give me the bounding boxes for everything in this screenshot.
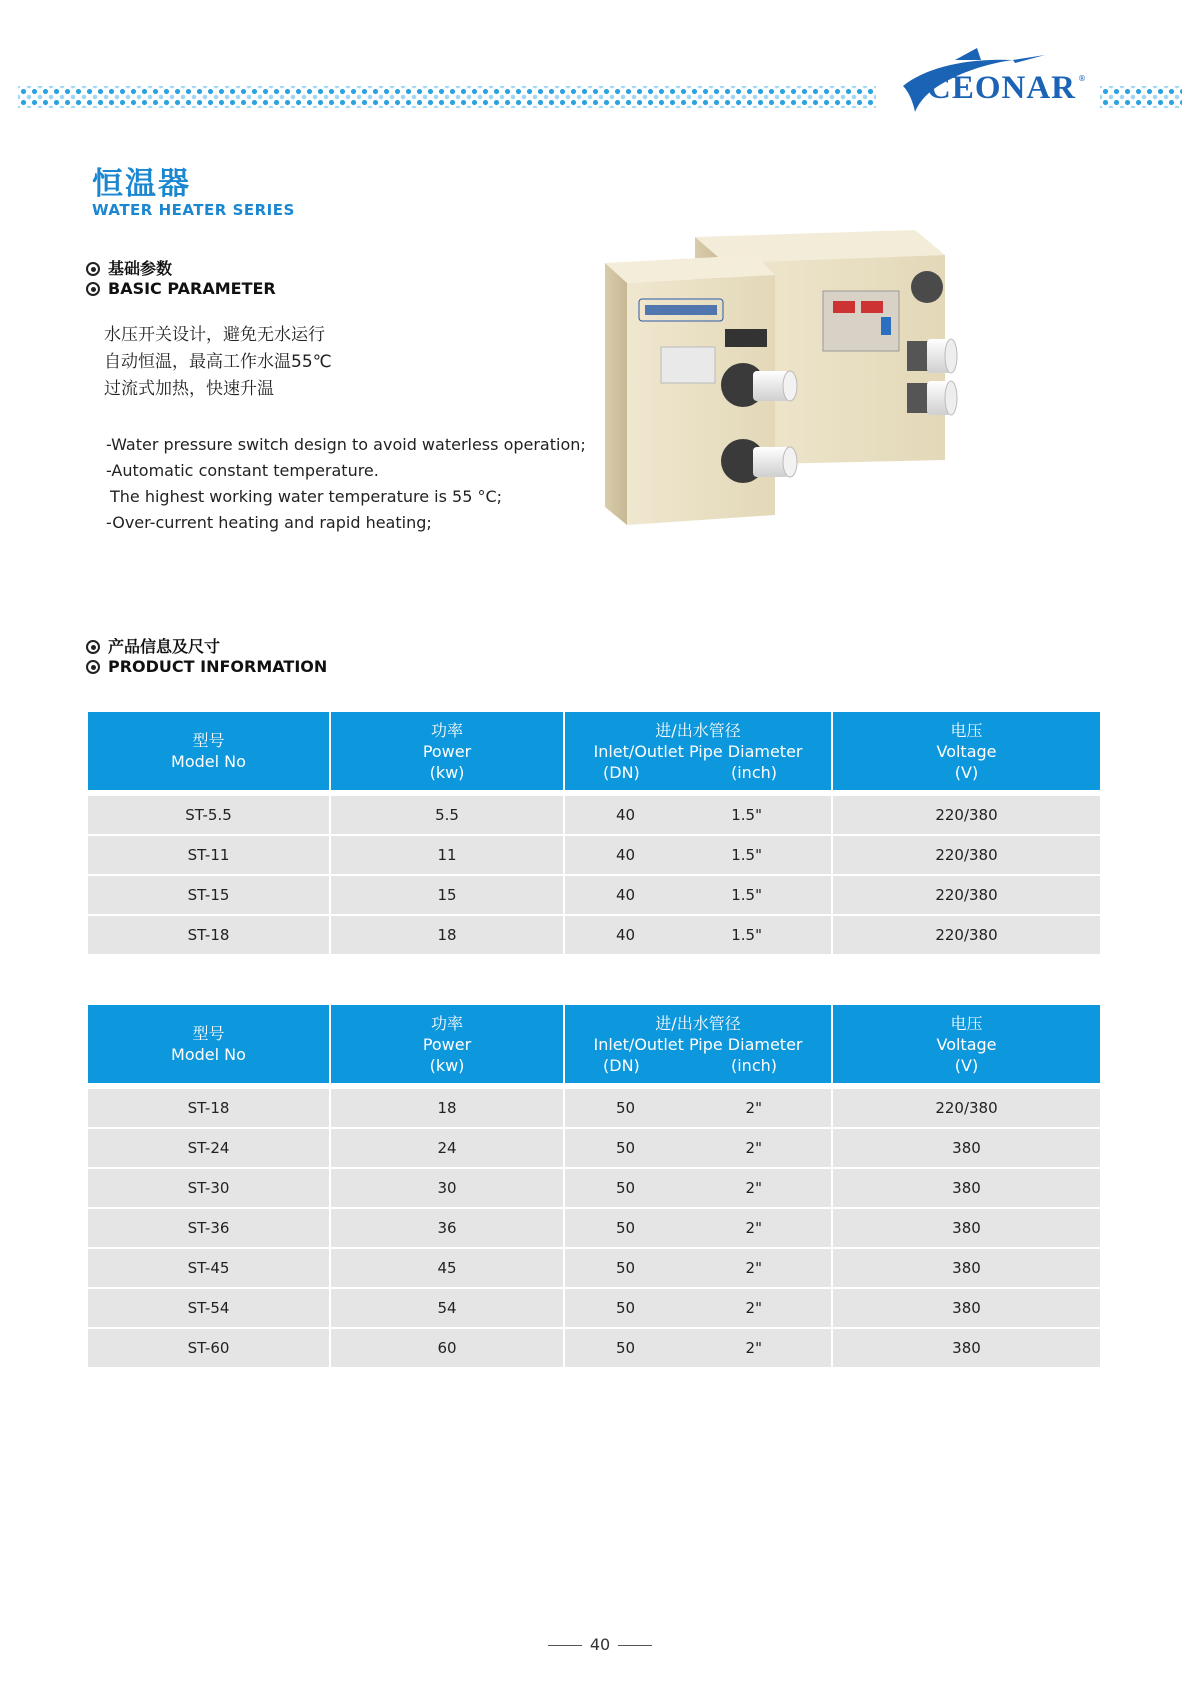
basic-heading-cn: 基础参数 [108,259,173,278]
cell-dn: 40 [616,806,636,824]
cell-dn: 40 [616,886,636,904]
page-title-cn: 恒温器 [92,166,191,202]
cell-dn: 50 [616,1179,636,1197]
cell-voltage: 380 [833,1289,1100,1329]
cell-pipe [565,1089,833,1129]
cell-model: ST-5.5 [88,796,331,836]
table-row [88,836,1100,876]
table-row [88,1129,1100,1169]
cell-voltage: 380 [833,1249,1100,1289]
cell-pipe [565,876,833,916]
spec-table-1 [88,712,1100,956]
feature-cn-line: 自动恒温，最高工作水温55℃ [104,352,332,372]
cell-power: 5.5 [331,796,565,836]
cell-power: 24 [331,1129,565,1169]
cell-power: 18 [331,916,565,956]
table-row [88,1249,1100,1289]
cell-pipe [565,1289,833,1329]
water-heater-product-image [605,225,1045,555]
cell-voltage: 380 [833,1169,1100,1209]
brand-name: CEONAR [927,70,1077,106]
header-power: 功率 Power (kw) [331,712,565,790]
cell-power: 30 [331,1169,565,1209]
header-voltage: 电压 Voltage (V) [833,712,1100,790]
feature-en-line: -Over-current heating and rapid heating; [106,513,432,532]
bullet-icon [86,660,100,674]
cell-inch: 1.5" [731,846,762,864]
cell-model: ST-18 [88,916,331,956]
cell-pipe [565,836,833,876]
cell-inch: 2" [745,1179,762,1197]
feature-en-line: -Water pressure switch design to avoid waterless operation; [106,435,586,454]
table-row [88,1289,1100,1329]
header-pipe-diameter: 进/出水管径 Inlet/Outlet Pipe Diameter (DN) (inch) [565,1005,833,1083]
cell-model: ST-54 [88,1289,331,1329]
cell-power: 11 [331,836,565,876]
cell-inch: 1.5" [731,886,762,904]
feature-cn-line: 过流式加热，快速升温 [104,379,274,399]
product-heading-cn: 产品信息及尺寸 [108,637,221,656]
table-row [88,796,1100,836]
cell-inch: 2" [745,1259,762,1277]
product-heading-en: PRODUCT INFORMATION [108,657,328,676]
cell-model: ST-36 [88,1209,331,1249]
cell-inch: 2" [745,1299,762,1317]
cell-power: 45 [331,1249,565,1289]
cell-model: ST-30 [88,1169,331,1209]
cell-dn: 50 [616,1339,636,1357]
cell-power: 60 [331,1329,565,1369]
feature-en-line: -Automatic constant temperature. [106,461,379,480]
cell-inch: 2" [745,1219,762,1237]
table-row [88,1209,1100,1249]
feature-en-line: The highest working water temperature is 55 °C; [110,487,503,506]
cell-voltage: 220/380 [833,1089,1100,1129]
header-model: 型号 Model No [88,712,331,790]
spec-table-2 [88,1005,1100,1369]
cell-dn: 50 [616,1299,636,1317]
cell-model: ST-45 [88,1249,331,1289]
cell-inch: 1.5" [731,926,762,944]
cell-dn: 40 [616,926,636,944]
header-power: 功率 Power (kw) [331,1005,565,1083]
cell-power: 36 [331,1209,565,1249]
cell-pipe [565,1209,833,1249]
cell-model: ST-18 [88,1089,331,1129]
cell-power: 18 [331,1089,565,1129]
table-row [88,1329,1100,1369]
cell-pipe [565,1329,833,1369]
cell-pipe [565,1249,833,1289]
basic-features-en [106,432,586,536]
cell-voltage: 380 [833,1209,1100,1249]
page-title-en: WATER HEATER SERIES [92,201,295,219]
registered-mark: ® [1078,74,1086,83]
cell-voltage: 220/380 [833,876,1100,916]
table-row [88,1089,1100,1129]
product-information-heading [86,637,327,677]
cell-voltage: 380 [833,1329,1100,1369]
cell-dn: 50 [616,1099,636,1117]
basic-features-cn [104,322,332,403]
cell-power: 54 [331,1289,565,1329]
cell-voltage: 220/380 [833,916,1100,956]
cell-model: ST-15 [88,876,331,916]
cell-voltage: 380 [833,1129,1100,1169]
cell-pipe [565,1129,833,1169]
table-row [88,1169,1100,1209]
cell-inch: 2" [745,1139,762,1157]
cell-dn: 50 [616,1259,636,1277]
header-model: 型号 Model No [88,1005,331,1083]
basic-parameter-heading [86,259,276,299]
cell-power: 15 [331,876,565,916]
cell-inch: 2" [745,1099,762,1117]
cell-voltage: 220/380 [833,796,1100,836]
bullet-icon [86,282,100,296]
cell-dn: 40 [616,846,636,864]
cell-pipe [565,796,833,836]
cell-voltage: 220/380 [833,836,1100,876]
basic-heading-en: BASIC PARAMETER [108,279,276,298]
bullet-icon [86,640,100,654]
cell-model: ST-60 [88,1329,331,1369]
cell-model: ST-11 [88,836,331,876]
cell-dn: 50 [616,1139,636,1157]
table-row [88,916,1100,956]
cell-dn: 50 [616,1219,636,1237]
feature-cn-line: 水压开关设计，避免无水运行 [104,325,325,345]
cell-inch: 1.5" [731,806,762,824]
cell-pipe [565,916,833,956]
header-voltage: 电压 Voltage (V) [833,1005,1100,1083]
header-dot-band-left [18,86,876,108]
table-row [88,876,1100,916]
bullet-icon [86,262,100,276]
cell-pipe [565,1169,833,1209]
page-number: 40 [0,1635,1200,1654]
cell-inch: 2" [745,1339,762,1357]
brand-logo [885,46,1095,116]
cell-model: ST-24 [88,1129,331,1169]
header-pipe-diameter: 进/出水管径 Inlet/Outlet Pipe Diameter (DN) (inch) [565,712,833,790]
header-dot-band-right [1100,86,1182,108]
